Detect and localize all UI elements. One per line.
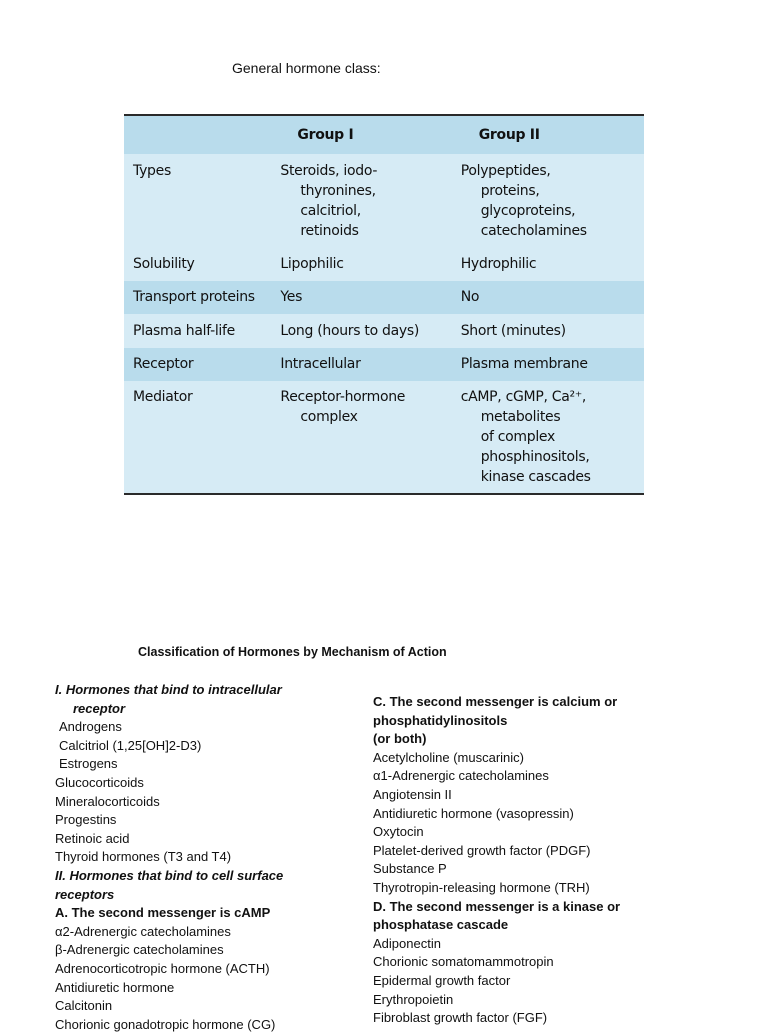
hormone-list-item: Adiponectin bbox=[373, 935, 441, 951]
section-heading: phosphatidylinositols bbox=[373, 712, 508, 728]
table-row bbox=[124, 348, 644, 381]
cell-line: retinoids bbox=[300, 223, 359, 239]
cell-line: Plasma membrane bbox=[460, 356, 588, 372]
table-cell-group1 bbox=[280, 348, 460, 381]
hormone-list-item: Platelet-derived growth factor (PDGF) bbox=[373, 842, 591, 858]
table-cell-group2 bbox=[461, 281, 644, 314]
section-heading: II. Hormones that bind to cell surface bbox=[55, 867, 284, 883]
hormone-list-item: Adrenocorticotropic hormone (ACTH) bbox=[55, 960, 270, 976]
cell-line: Short (minutes) bbox=[460, 323, 566, 339]
hormone-list-item: Chorionic gonadotropic hormone (CG) bbox=[55, 1016, 276, 1032]
table-row bbox=[124, 381, 644, 494]
hormone-list-item: Epidermal growth factor bbox=[373, 972, 511, 988]
hormone-list-item: Chorionic somatomammotropin bbox=[373, 954, 554, 970]
table-cell-group1 bbox=[280, 381, 460, 494]
hormone-list-item: Retinoic acid bbox=[55, 830, 130, 846]
hormone-list-item: Calcitriol (1,25[OH]2-D3) bbox=[59, 737, 202, 753]
table-row-label bbox=[124, 154, 280, 248]
table-header-group2: Group II bbox=[461, 115, 644, 154]
row-label-text: Plasma half-life bbox=[133, 323, 235, 339]
table-header-group1: Group I bbox=[280, 115, 460, 154]
classification-right-column bbox=[373, 693, 673, 1028]
row-label-text: Mediator bbox=[133, 389, 193, 405]
table-cell-group2 bbox=[461, 154, 644, 248]
cell-line: Receptor-hormone bbox=[280, 389, 406, 405]
table-cell-group2 bbox=[461, 248, 644, 281]
table-cell-group2 bbox=[461, 348, 644, 381]
hormone-list-item: Substance P bbox=[373, 861, 447, 877]
section-heading: A. The second messenger is cAMP bbox=[55, 905, 271, 921]
classification-left-column bbox=[55, 681, 355, 1034]
hormone-list-item: Mineralocorticoids bbox=[55, 793, 160, 809]
table-row-label bbox=[124, 248, 280, 281]
hormone-list-item: α2-Adrenergic catecholamines bbox=[55, 923, 231, 939]
row-label-text: Types bbox=[133, 163, 171, 179]
hormone-list-item: Thyrotropin-releasing hormone (TRH) bbox=[373, 879, 590, 895]
cell-line: Lipophilic bbox=[280, 256, 344, 272]
cell-line: Long (hours to days) bbox=[280, 323, 420, 339]
cell-line: phosphinositols, bbox=[480, 449, 590, 465]
hormone-list-item: α1-Adrenergic catecholamines bbox=[373, 768, 549, 784]
table-cell-group1 bbox=[280, 281, 460, 314]
cell-line: Steroids, iodo- bbox=[280, 163, 378, 179]
hormone-list-item: Calcitonin bbox=[55, 998, 113, 1014]
table-row-label bbox=[124, 281, 280, 314]
hormone-list-item: Fibroblast growth factor (FGF) bbox=[373, 1010, 548, 1026]
cell-line: Hydrophilic bbox=[460, 256, 537, 272]
classification-title: Classification of Hormones by Mechanism of Action bbox=[138, 645, 447, 659]
table-row bbox=[124, 281, 644, 314]
cell-line: thyronines, bbox=[300, 183, 376, 199]
hormone-list-item: Glucocorticoids bbox=[55, 774, 144, 790]
table-row bbox=[124, 314, 644, 348]
table-cell-group1 bbox=[280, 154, 460, 248]
hormone-list-item: Antidiuretic hormone (vasopressin) bbox=[373, 805, 574, 821]
row-label-text: Transport proteins bbox=[133, 289, 255, 305]
cell-line: Intracellular bbox=[280, 356, 361, 372]
table-row-label bbox=[124, 381, 280, 494]
section-heading: phosphatase cascade bbox=[373, 917, 509, 933]
table-row-label bbox=[124, 314, 280, 348]
section-heading: D. The second messenger is a kinase or bbox=[373, 898, 621, 914]
hormone-list-item: Antidiuretic hormone bbox=[55, 979, 175, 995]
hormone-list-item: β-Adrenergic catecholamines bbox=[55, 942, 224, 958]
cell-line: catecholamines bbox=[480, 223, 587, 239]
cell-line: proteins, bbox=[480, 183, 540, 199]
row-label-text: Receptor bbox=[133, 356, 194, 372]
hormone-list-item: Erythropoietin bbox=[373, 991, 454, 1007]
cell-line: calcitriol, bbox=[300, 203, 361, 219]
table-cell-group2 bbox=[461, 381, 644, 494]
hormone-list-item: Angiotensin II bbox=[373, 786, 452, 802]
table-row bbox=[124, 154, 644, 248]
section-heading: I. Hormones that bind to intracellular bbox=[55, 682, 282, 697]
table-cell-group2 bbox=[461, 314, 644, 348]
document-title: General hormone class: bbox=[232, 60, 381, 76]
cell-line: Yes bbox=[280, 289, 303, 305]
section-heading: receptor bbox=[73, 700, 126, 716]
section-heading: (or both) bbox=[373, 731, 427, 747]
cell-line: glycoproteins, bbox=[480, 203, 576, 219]
cell-line: metabolites bbox=[480, 409, 561, 425]
cell-line: of complex bbox=[480, 429, 555, 445]
table-row bbox=[124, 248, 644, 281]
cell-line: complex bbox=[300, 409, 358, 425]
cell-line: Polypeptides, bbox=[460, 163, 551, 179]
table-cell-group1 bbox=[280, 314, 460, 348]
table-header-row bbox=[124, 115, 644, 154]
section-heading: C. The second messenger is calcium or bbox=[373, 694, 618, 709]
row-label-text: Solubility bbox=[133, 256, 195, 272]
hormone-list-item: Androgens bbox=[59, 719, 122, 735]
hormone-list-item: Thyroid hormones (T3 and T4) bbox=[55, 849, 232, 865]
hormone-list-item: Estrogens bbox=[59, 756, 118, 772]
table-header-label bbox=[124, 115, 280, 154]
hormone-class-table bbox=[124, 114, 644, 495]
hormone-list-item: Oxytocin bbox=[373, 824, 424, 840]
section-heading: receptors bbox=[55, 886, 115, 902]
cell-line: kinase cascades bbox=[480, 469, 591, 485]
hormone-list-item: Progestins bbox=[55, 812, 117, 828]
table-row-label bbox=[124, 348, 280, 381]
hormone-list-item: Acetylcholine (muscarinic) bbox=[373, 749, 524, 765]
table-cell-group1 bbox=[280, 248, 460, 281]
cell-line: No bbox=[460, 289, 480, 305]
cell-line: cAMP, cGMP, Ca²⁺, bbox=[460, 389, 587, 405]
